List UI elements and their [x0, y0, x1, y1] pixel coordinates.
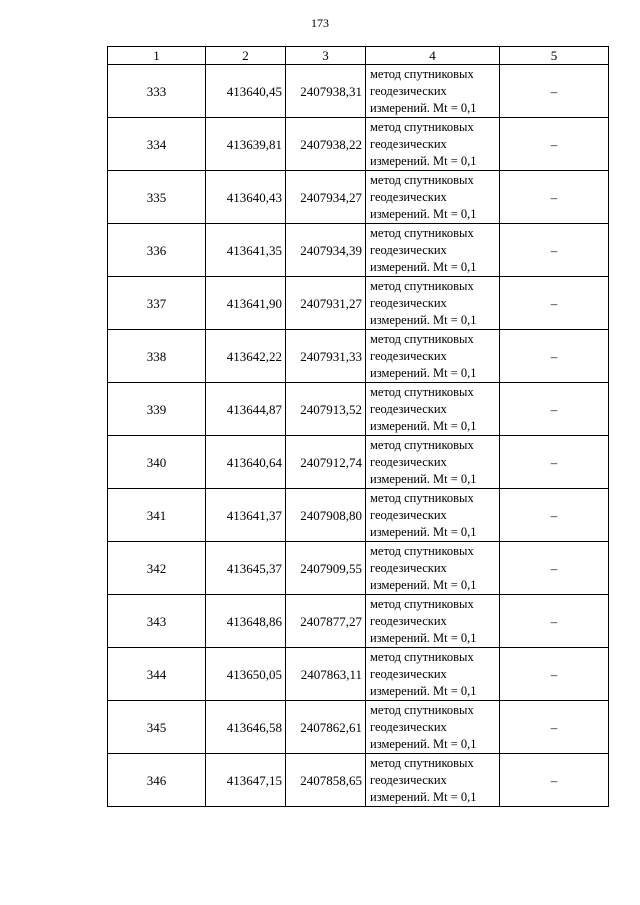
- method-text-line: геодезических: [370, 348, 447, 363]
- x-coordinate-cell: 413644,87: [206, 383, 286, 436]
- method-text-line: метод спутниковых: [370, 225, 474, 240]
- method-text-line: метод спутниковых: [370, 543, 474, 558]
- note-cell: –: [500, 542, 609, 595]
- note-cell: –: [500, 277, 609, 330]
- method-cell: [366, 65, 500, 118]
- note-cell: –: [500, 330, 609, 383]
- method-text-line: измерений. Mt = 0,1: [370, 206, 477, 221]
- method-text-line: измерений. Mt = 0,1: [370, 259, 477, 274]
- point-number-cell: 333: [108, 65, 206, 118]
- x-coordinate-cell: 413641,90: [206, 277, 286, 330]
- y-coordinate-cell: 2407862,61: [286, 701, 366, 754]
- table-row: [108, 277, 609, 330]
- point-number-cell: 334: [108, 118, 206, 171]
- method-cell: [366, 595, 500, 648]
- method-text-line: геодезических: [370, 613, 447, 628]
- point-number-cell: 345: [108, 701, 206, 754]
- x-coordinate-cell: 413640,64: [206, 436, 286, 489]
- x-coordinate-cell: 413647,15: [206, 754, 286, 807]
- column-header-3: 3: [286, 47, 366, 65]
- x-coordinate-cell: 413646,58: [206, 701, 286, 754]
- note-cell: –: [500, 436, 609, 489]
- method-text-line: метод спутниковых: [370, 331, 474, 346]
- method-text-line: измерений. Mt = 0,1: [370, 365, 477, 380]
- method-text-line: геодезических: [370, 719, 447, 734]
- method-text-line: измерений. Mt = 0,1: [370, 683, 477, 698]
- method-text-line: геодезических: [370, 454, 447, 469]
- table-row: [108, 701, 609, 754]
- x-coordinate-cell: 413645,37: [206, 542, 286, 595]
- note-cell: –: [500, 171, 609, 224]
- table-header-row: [108, 47, 609, 65]
- note-cell: –: [500, 648, 609, 701]
- point-number-cell: 344: [108, 648, 206, 701]
- point-number-cell: 335: [108, 171, 206, 224]
- table-row: [108, 754, 609, 807]
- method-text-line: метод спутниковых: [370, 278, 474, 293]
- method-text-line: метод спутниковых: [370, 384, 474, 399]
- note-cell: –: [500, 118, 609, 171]
- y-coordinate-cell: 2407934,39: [286, 224, 366, 277]
- table-row: [108, 224, 609, 277]
- point-number-cell: 338: [108, 330, 206, 383]
- y-coordinate-cell: 2407908,80: [286, 489, 366, 542]
- method-text-line: метод спутниковых: [370, 649, 474, 664]
- method-text-line: геодезических: [370, 772, 447, 787]
- x-coordinate-cell: 413640,45: [206, 65, 286, 118]
- note-cell: –: [500, 65, 609, 118]
- method-text-line: измерений. Mt = 0,1: [370, 736, 477, 751]
- y-coordinate-cell: 2407863,11: [286, 648, 366, 701]
- method-cell: [366, 277, 500, 330]
- method-text-line: геодезических: [370, 136, 447, 151]
- x-coordinate-cell: 413642,22: [206, 330, 286, 383]
- method-text-line: метод спутниковых: [370, 755, 474, 770]
- point-number-cell: 346: [108, 754, 206, 807]
- y-coordinate-cell: 2407934,27: [286, 171, 366, 224]
- table-row: [108, 171, 609, 224]
- method-cell: [366, 648, 500, 701]
- column-header-1: 1: [108, 47, 206, 65]
- method-cell: [366, 224, 500, 277]
- method-text-line: метод спутниковых: [370, 596, 474, 611]
- point-number-cell: 343: [108, 595, 206, 648]
- point-number-cell: 341: [108, 489, 206, 542]
- method-cell: [366, 701, 500, 754]
- method-text-line: метод спутниковых: [370, 437, 474, 452]
- method-text-line: геодезических: [370, 242, 447, 257]
- method-text-line: геодезических: [370, 401, 447, 416]
- point-number-cell: 339: [108, 383, 206, 436]
- method-text-line: метод спутниковых: [370, 119, 474, 134]
- method-cell: [366, 330, 500, 383]
- table-row: [108, 648, 609, 701]
- y-coordinate-cell: 2407913,52: [286, 383, 366, 436]
- method-cell: [366, 489, 500, 542]
- x-coordinate-cell: 413640,43: [206, 171, 286, 224]
- method-cell: [366, 436, 500, 489]
- y-coordinate-cell: 2407909,55: [286, 542, 366, 595]
- point-number-cell: 336: [108, 224, 206, 277]
- page-number: 173: [311, 16, 329, 30]
- method-text-line: измерений. Mt = 0,1: [370, 789, 477, 804]
- table-row: [108, 118, 609, 171]
- y-coordinate-cell: 2407938,22: [286, 118, 366, 171]
- method-text-line: измерений. Mt = 0,1: [370, 100, 477, 115]
- coordinates-table: [107, 46, 609, 807]
- y-coordinate-cell: 2407877,27: [286, 595, 366, 648]
- method-text-line: метод спутниковых: [370, 702, 474, 717]
- table-row: [108, 436, 609, 489]
- method-text-line: измерений. Mt = 0,1: [370, 418, 477, 433]
- note-cell: –: [500, 701, 609, 754]
- note-cell: –: [500, 224, 609, 277]
- table-row: [108, 595, 609, 648]
- method-text-line: измерений. Mt = 0,1: [370, 312, 477, 327]
- table-row: [108, 65, 609, 118]
- method-text-line: геодезических: [370, 507, 447, 522]
- x-coordinate-cell: 413641,37: [206, 489, 286, 542]
- method-text-line: измерений. Mt = 0,1: [370, 153, 477, 168]
- method-cell: [366, 118, 500, 171]
- method-text-line: измерений. Mt = 0,1: [370, 471, 477, 486]
- method-text-line: геодезических: [370, 666, 447, 681]
- note-cell: –: [500, 489, 609, 542]
- method-text-line: геодезических: [370, 83, 447, 98]
- table-row: [108, 383, 609, 436]
- method-cell: [366, 171, 500, 224]
- y-coordinate-cell: 2407938,31: [286, 65, 366, 118]
- method-text-line: геодезических: [370, 560, 447, 575]
- method-text-line: геодезических: [370, 189, 447, 204]
- method-cell: [366, 754, 500, 807]
- x-coordinate-cell: 413650,05: [206, 648, 286, 701]
- column-header-2: 2: [206, 47, 286, 65]
- y-coordinate-cell: 2407931,27: [286, 277, 366, 330]
- method-text-line: измерений. Mt = 0,1: [370, 630, 477, 645]
- note-cell: –: [500, 383, 609, 436]
- method-text-line: метод спутниковых: [370, 490, 474, 505]
- x-coordinate-cell: 413639,81: [206, 118, 286, 171]
- method-cell: [366, 383, 500, 436]
- point-number-cell: 342: [108, 542, 206, 595]
- table-row: [108, 330, 609, 383]
- method-cell: [366, 542, 500, 595]
- table-body: [108, 47, 609, 807]
- note-cell: –: [500, 595, 609, 648]
- table-row: [108, 542, 609, 595]
- method-text-line: измерений. Mt = 0,1: [370, 577, 477, 592]
- y-coordinate-cell: 2407912,74: [286, 436, 366, 489]
- method-text-line: метод спутниковых: [370, 66, 474, 81]
- point-number-cell: 340: [108, 436, 206, 489]
- table-row: [108, 489, 609, 542]
- x-coordinate-cell: 413648,86: [206, 595, 286, 648]
- y-coordinate-cell: 2407858,65: [286, 754, 366, 807]
- method-text-line: геодезических: [370, 295, 447, 310]
- column-header-4: 4: [366, 47, 500, 65]
- x-coordinate-cell: 413641,35: [206, 224, 286, 277]
- column-header-5: 5: [500, 47, 609, 65]
- method-text-line: измерений. Mt = 0,1: [370, 524, 477, 539]
- note-cell: –: [500, 754, 609, 807]
- point-number-cell: 337: [108, 277, 206, 330]
- y-coordinate-cell: 2407931,33: [286, 330, 366, 383]
- method-text-line: метод спутниковых: [370, 172, 474, 187]
